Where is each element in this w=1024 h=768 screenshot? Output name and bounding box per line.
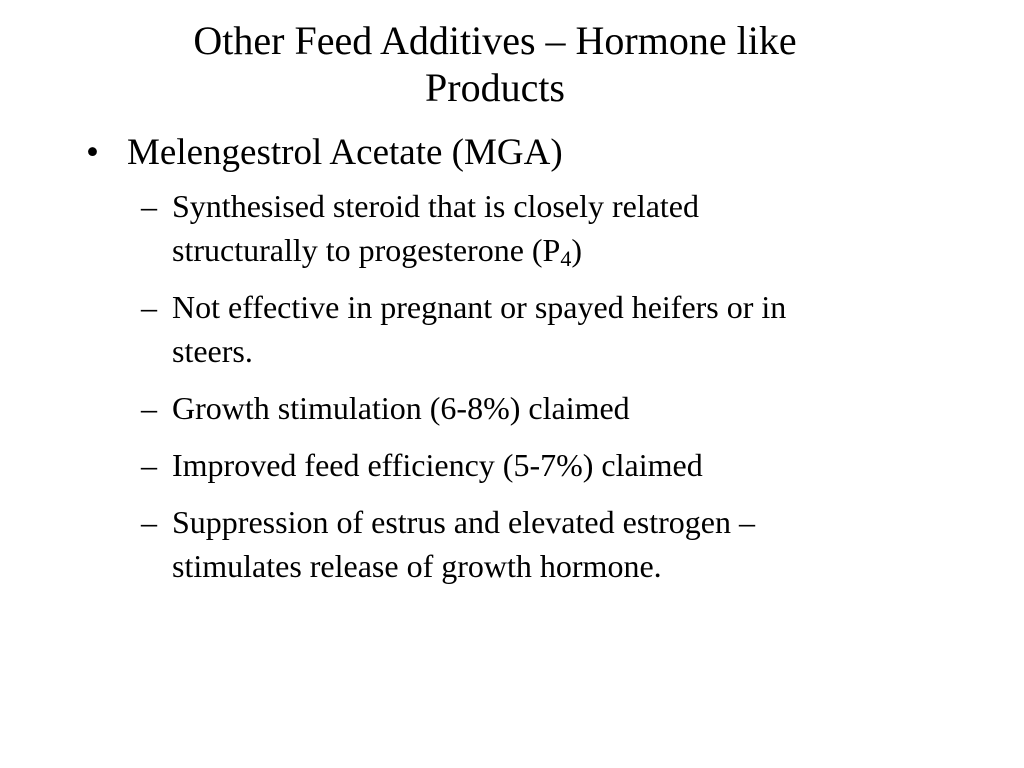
slide-title-line-2: Products: [425, 65, 565, 110]
sub-item-line: Improved feed efficiency (5-7%) claimed: [172, 447, 703, 483]
sub-item-marker: –: [141, 447, 157, 483]
bullet-text: Melengestrol Acetate (MGA): [127, 132, 563, 173]
sub-item-line: Not effective in pregnant or spayed heifers or in: [172, 289, 787, 325]
sub-item-text: structurally to progesterone (P: [172, 232, 561, 268]
sub-item-line: Synthesised steroid that is closely related: [172, 188, 699, 224]
slide-title: [0, 17, 990, 111]
sub-item-suppression-of-estrus: [0, 500, 1024, 588]
sub-item-line: Growth stimulation (6-8%) claimed: [172, 390, 630, 426]
bullet-item-mga: [0, 130, 1024, 176]
sub-item-marker: –: [141, 188, 157, 224]
sub-item-not-effective: [0, 285, 1024, 373]
sub-item-synthesised-steroid: [0, 184, 1024, 272]
sub-item-line: [172, 228, 964, 272]
slide-title-line-1: Other Feed Additives – Hormone like: [193, 18, 797, 63]
sub-item-marker: –: [141, 390, 157, 426]
sub-item-marker: –: [141, 289, 157, 325]
bullet-marker: •: [86, 132, 99, 173]
sub-item-marker: –: [141, 504, 157, 540]
sub-item-growth-stimulation: [0, 386, 1024, 430]
subscript-text: 4: [560, 246, 572, 271]
sub-item-line: steers.: [172, 333, 253, 369]
slide-body: [0, 130, 1024, 601]
sub-item-text: ): [571, 232, 582, 268]
sub-item-line: Suppression of estrus and elevated estrogen –: [172, 504, 755, 540]
sub-item-line: stimulates release of growth hormone.: [172, 548, 662, 584]
sub-item-feed-efficiency: [0, 443, 1024, 487]
